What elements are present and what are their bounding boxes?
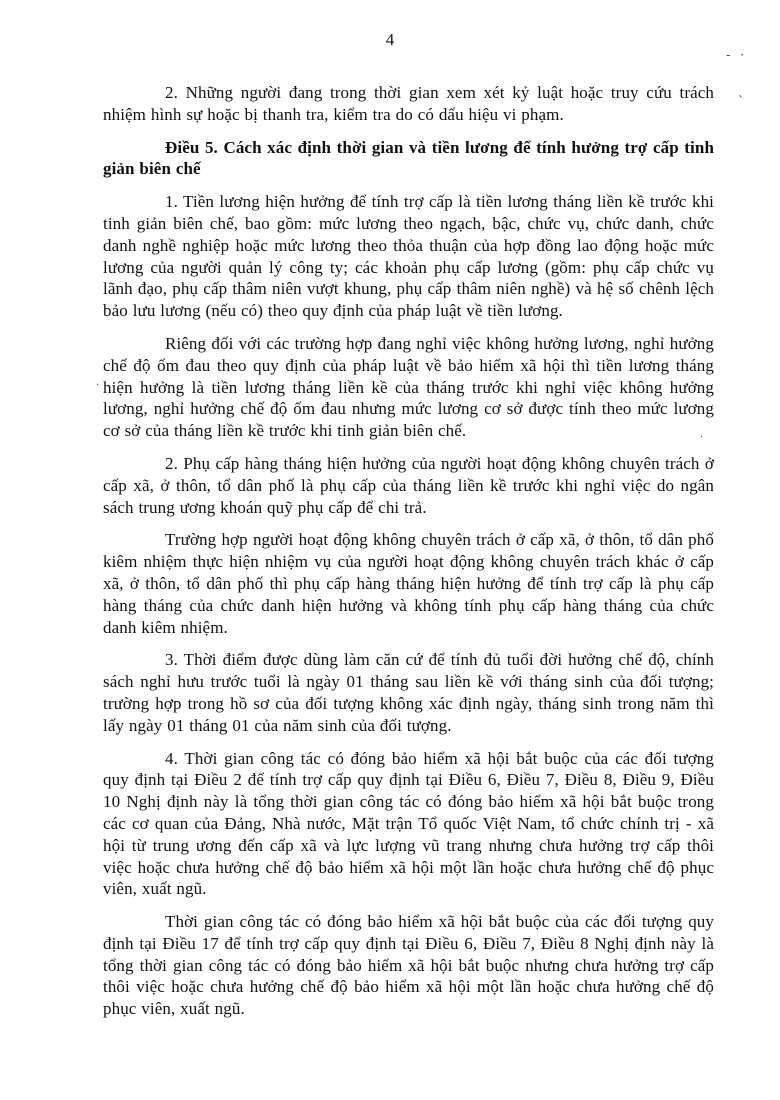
paragraph-insurance-time-dieu-17: Thời gian công tác có đóng bảo hiểm xã hội bắt buộc của các đối tượng quy định tại Điều 17 để tính trợ cấp quy định tại Điều 6, Điều 7, Điều 8 Nghị định này là tổng thời gian công tác có đóng bảo hiểm xã hội bắt buộc nhưng chưa hưởng trợ cấp thôi việc hoặc chưa hưởng chế độ bảo hiểm xã hội một lần hoặc chưa hưởng chế độ phục viên, xuất ngũ. — [103, 912, 714, 1019]
paragraph-clause-1-salary: 1. Tiền lương hiện hưởng để tính trợ cấp là tiền lương tháng liền kề trước khi tinh giản biên chế, bao gồm: mức lương theo ngạch, bậc, chức vụ, chức danh, chức danh nghề nghiệp hoặc mức lương theo thỏa thuận của hợp đồng lao động hoặc mức lương của người quản lý công ty; các khoản phụ cấp lương (gồm: phụ cấp chức vụ lãnh đạo, phụ cấp thâm niên vượt khung, phụ cấp thâm niên nghề) và hệ số chênh lệch bảo lưu lương (nếu có) theo quy định của pháp luật về tiền lương. — [103, 192, 714, 321]
section-heading-dieu-5: Điều 5. Cách xác định thời gian và tiền lương để tính hưởng trợ cấp tinh giản biên chế — [103, 137, 714, 179]
paragraph-clause-2-allowance: 2. Phụ cấp hàng tháng hiện hưởng của người hoạt động không chuyên trách ở cấp xã, ở thôn, tổ dân phố là phụ cấp của tháng liền kề trước khi nghỉ việc do ngân sách trung ương khoán quỹ phụ cấp để chi trả. — [103, 453, 714, 517]
scan-artifact-mark: · — [700, 432, 704, 443]
scan-artifact-mark: ` — [738, 94, 744, 108]
paragraph-clause-3-age-basis: 3. Thời điểm được dùng làm căn cứ để tính đủ tuổi đời hưởng chế độ, chính sách nghỉ hưu trước tuổi là ngày 01 tháng sau liền kề với tháng sinh của đối tượng; trường hợp trong hồ sơ của đối tượng không xác định ngày, tháng sinh trong năm thì lấy ngày 01 tháng 01 của năm sinh của đối tượng. — [103, 650, 714, 735]
paragraph-clause-4-insurance-time: 4. Thời gian công tác có đóng bảo hiểm xã hội bắt buộc của các đối tượng quy định tại Điều 2 để tính trợ cấp quy định tại Điều 6, Điều 7, Điều 8, Điều 9, Điều 10 Nghị định này là tổng thời gian công tác có đóng bảo hiểm xã hội bắt buộc trong các cơ quan của Đảng, Nhà nước, Mặt trận Tổ quốc Việt Nam, tổ chức chính trị - xã hội từ trung ương đến cấp xã và lực lượng vũ trang nhưng chưa hưởng trợ cấp thôi việc hoặc chưa hưởng chế độ bảo hiểm xã hội một lần hoặc chưa hưởng chế độ phục viên, xuất ngũ. — [103, 748, 714, 899]
scan-artifact-mark: · — [96, 380, 100, 391]
paragraph-unpaid-leave-case: Riêng đối với các trường hợp đang nghỉ việc không hưởng lương, nghỉ hưởng chế độ ốm đau theo quy định của pháp luật về bảo hiểm xã hội thì tiền lương tháng hiện hưởng là tiền lương tháng liền kề của tháng trước khi nghỉ việc không hưởng lương, nghỉ hưởng chế độ ốm đau nhưng mức lương cơ sở được tính theo mức lương cơ sở của tháng liền kề trước khi tinh giản biên chế. — [103, 333, 714, 441]
paragraph-clause-2: 2. Những người đang trong thời gian xem xét kỷ luật hoặc truy cứu trách nhiệm hình sự hoặc bị thanh tra, kiểm tra do có dấu hiệu vi phạm. — [103, 83, 714, 124]
page-number: 4 — [385, 30, 395, 49]
scan-artifact-mark: - · — [726, 48, 747, 62]
paragraph-concurrent-duty-case: Trường hợp người hoạt động không chuyên trách ở cấp xã, ở thôn, tổ dân phố kiêm nhiệm thực hiện nhiệm vụ của người hoạt động không chuyên trách khác ở cấp xã, ở thôn, tổ dân phố thì phụ cấp hàng tháng hiện hưởng để tính trợ cấp là phụ cấp hàng tháng của chức danh hiện hưởng và không tính phụ cấp hàng tháng của chức danh kiêm nhiệm. — [103, 530, 714, 637]
document-body — [103, 82, 714, 1031]
